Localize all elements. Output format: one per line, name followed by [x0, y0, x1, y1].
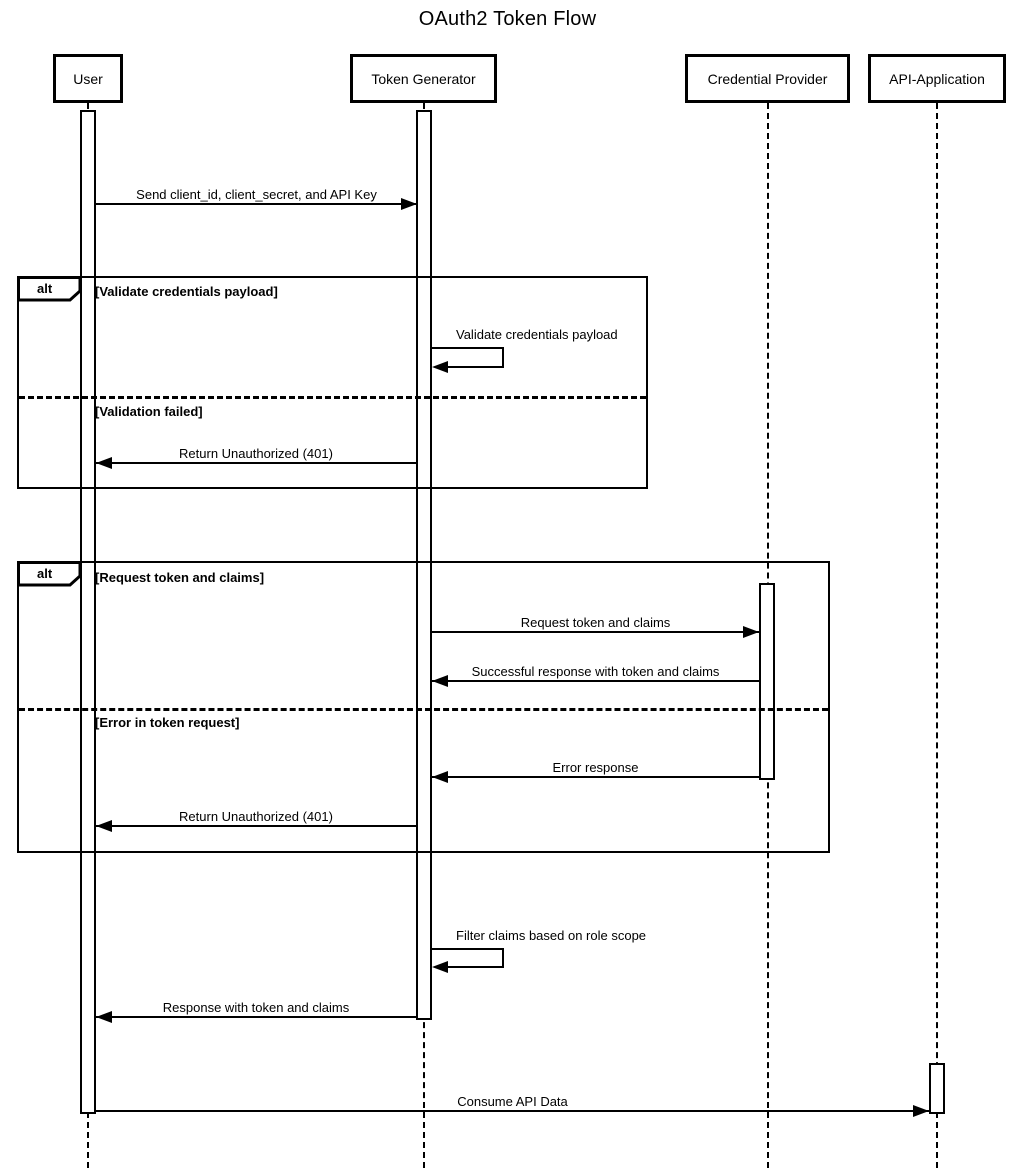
- message-line: [432, 948, 504, 950]
- message-line: [432, 347, 504, 349]
- message-request-token-label: Request token and claims: [520, 615, 671, 630]
- participant-api-application: [868, 54, 1006, 103]
- message-validate-credentials-label: Validate credentials payload: [456, 327, 618, 342]
- message-successful-response-label: Successful response with token and claims: [471, 664, 720, 679]
- participant-user: [53, 54, 123, 103]
- message-line: [446, 966, 504, 968]
- message-validate-credentials-self: [432, 327, 618, 368]
- message-line: [502, 347, 504, 368]
- guard-error-token-request: [Error in token request]: [95, 715, 240, 730]
- arrowhead-left-icon: [96, 1011, 112, 1023]
- message-line: [96, 1016, 416, 1018]
- message-line: [96, 825, 416, 827]
- arrowhead-right-icon: [401, 198, 417, 210]
- participant-credential-provider: [685, 54, 850, 103]
- message-line: [96, 462, 416, 464]
- activation-api-application: [929, 1063, 945, 1114]
- participant-credential-provider-label: Credential Provider: [707, 70, 828, 87]
- diagram-title: OAuth2 Token Flow: [418, 8, 597, 30]
- message-filter-claims-self: [432, 928, 647, 968]
- guard-request-token: [Request token and claims]: [95, 570, 265, 585]
- message-line: [96, 1110, 929, 1112]
- alt-frame-divider: [19, 708, 828, 711]
- message-line: [432, 680, 759, 682]
- message-line: [432, 631, 759, 633]
- arrowhead-left-icon: [432, 675, 448, 687]
- participant-token-generator: [350, 54, 497, 103]
- participant-api-application-label: API-Application: [889, 70, 985, 87]
- arrowhead-left-icon: [432, 361, 448, 373]
- message-line: [432, 776, 759, 778]
- arrowhead-left-icon: [96, 457, 112, 469]
- message-error-response-label: Error response: [552, 760, 639, 775]
- arrowhead-left-icon: [96, 820, 112, 832]
- message-line: [96, 203, 417, 205]
- message-return-unauthorized-1-label: Return Unauthorized (401): [179, 446, 333, 461]
- message-send-credentials-label: Send client_id, client_secret, and API Key: [136, 187, 377, 202]
- arrowhead-left-icon: [432, 961, 448, 973]
- arrowhead-right-icon: [913, 1105, 929, 1117]
- alt-operator-label: alt: [37, 566, 53, 581]
- arrowhead-right-icon: [743, 626, 759, 638]
- lifeline-api-application: [936, 103, 938, 1168]
- alt-frame-divider: [19, 396, 646, 399]
- participant-token-generator-label: Token Generator: [371, 70, 476, 87]
- participant-user-label: User: [73, 70, 103, 87]
- message-line: [446, 366, 504, 368]
- message-filter-claims-label: Filter claims based on role scope: [456, 928, 647, 943]
- guard-validation-failed: [Validation failed]: [95, 404, 203, 419]
- message-line: [502, 948, 504, 968]
- arrowhead-left-icon: [432, 771, 448, 783]
- guard-validate-credentials: [Validate credentials payload]: [95, 284, 278, 299]
- message-return-unauthorized-2-label: Return Unauthorized (401): [179, 809, 333, 824]
- message-consume-api-data-label: Consume API Data: [457, 1094, 568, 1109]
- alt-operator-label: alt: [37, 281, 53, 296]
- message-response-with-token-label: Response with token and claims: [162, 1000, 350, 1015]
